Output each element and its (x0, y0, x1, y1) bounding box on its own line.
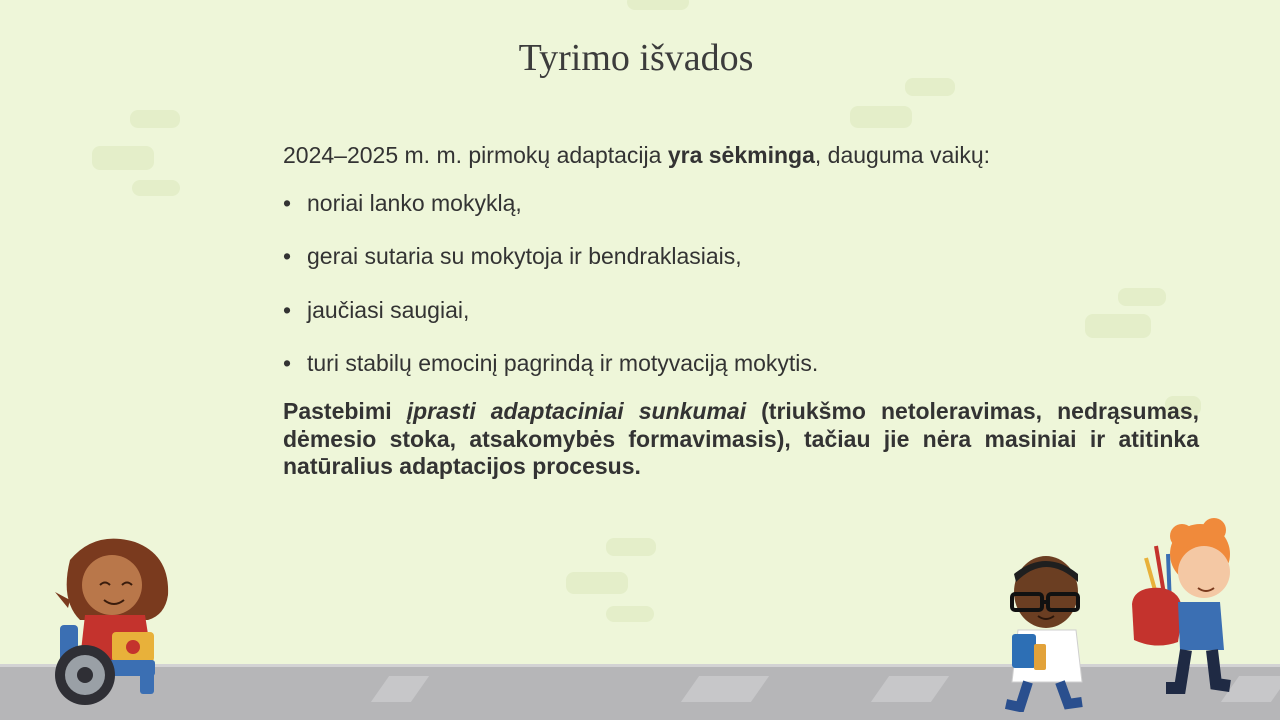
conclusion-paragraph (283, 398, 1199, 481)
bullet-marker: • (283, 189, 292, 216)
wall-brick (92, 146, 154, 170)
list-item (283, 297, 1199, 325)
list-item (283, 243, 1199, 271)
wall-brick (566, 572, 628, 594)
wall-brick (606, 606, 654, 622)
wall-brick (606, 538, 656, 556)
list-item (283, 190, 1199, 218)
bullet-list (283, 190, 1199, 378)
bullet-marker: • (283, 243, 292, 270)
intro-paragraph (283, 142, 1199, 170)
bullet-marker: • (283, 296, 292, 323)
girl-in-wheelchair-icon (40, 530, 190, 710)
bullet-marker: • (283, 350, 292, 377)
list-item-text: jaučiasi saugiai, (307, 296, 470, 323)
wall-brick (130, 110, 180, 128)
slide-content (283, 142, 1199, 504)
intro-text-start: 2024–2025 m. m. pirmokų adaptacija (283, 142, 668, 168)
list-item (283, 350, 1199, 378)
conclusion-text-start: Pastebimi (283, 397, 407, 424)
intro-text-bold: yra sėkminga (667, 142, 815, 168)
list-item-text: gerai sutaria su mokytoja ir bendraklasiais, (307, 243, 742, 270)
boy-with-glasses-icon (998, 552, 1098, 712)
slide-title: Tyrimo išvados (518, 37, 754, 79)
wall-brick (627, 0, 689, 10)
wall-brick (132, 180, 180, 196)
wall-brick (850, 106, 912, 128)
conclusion-text-end: (triukšmo netoleravimas, nedrąsumas, dėmesio stoka, atsakomybės formavimasis), tačiau jie nėra masiniai ir atitinka natūralius adaptacijos procesus. (283, 397, 1200, 480)
wall-brick (905, 78, 955, 96)
list-item-text: turi stabilų emocinį pagrindą ir motyvaciją mokytis. (307, 350, 819, 377)
conclusion-text-italic: įprasti adaptaciniai sunkumai (406, 397, 747, 424)
redhead-boy-with-backpack-icon (1120, 518, 1245, 698)
intro-text-end: , dauguma vaikų: (814, 142, 991, 168)
list-item-text: noriai lanko mokyklą, (307, 189, 522, 216)
